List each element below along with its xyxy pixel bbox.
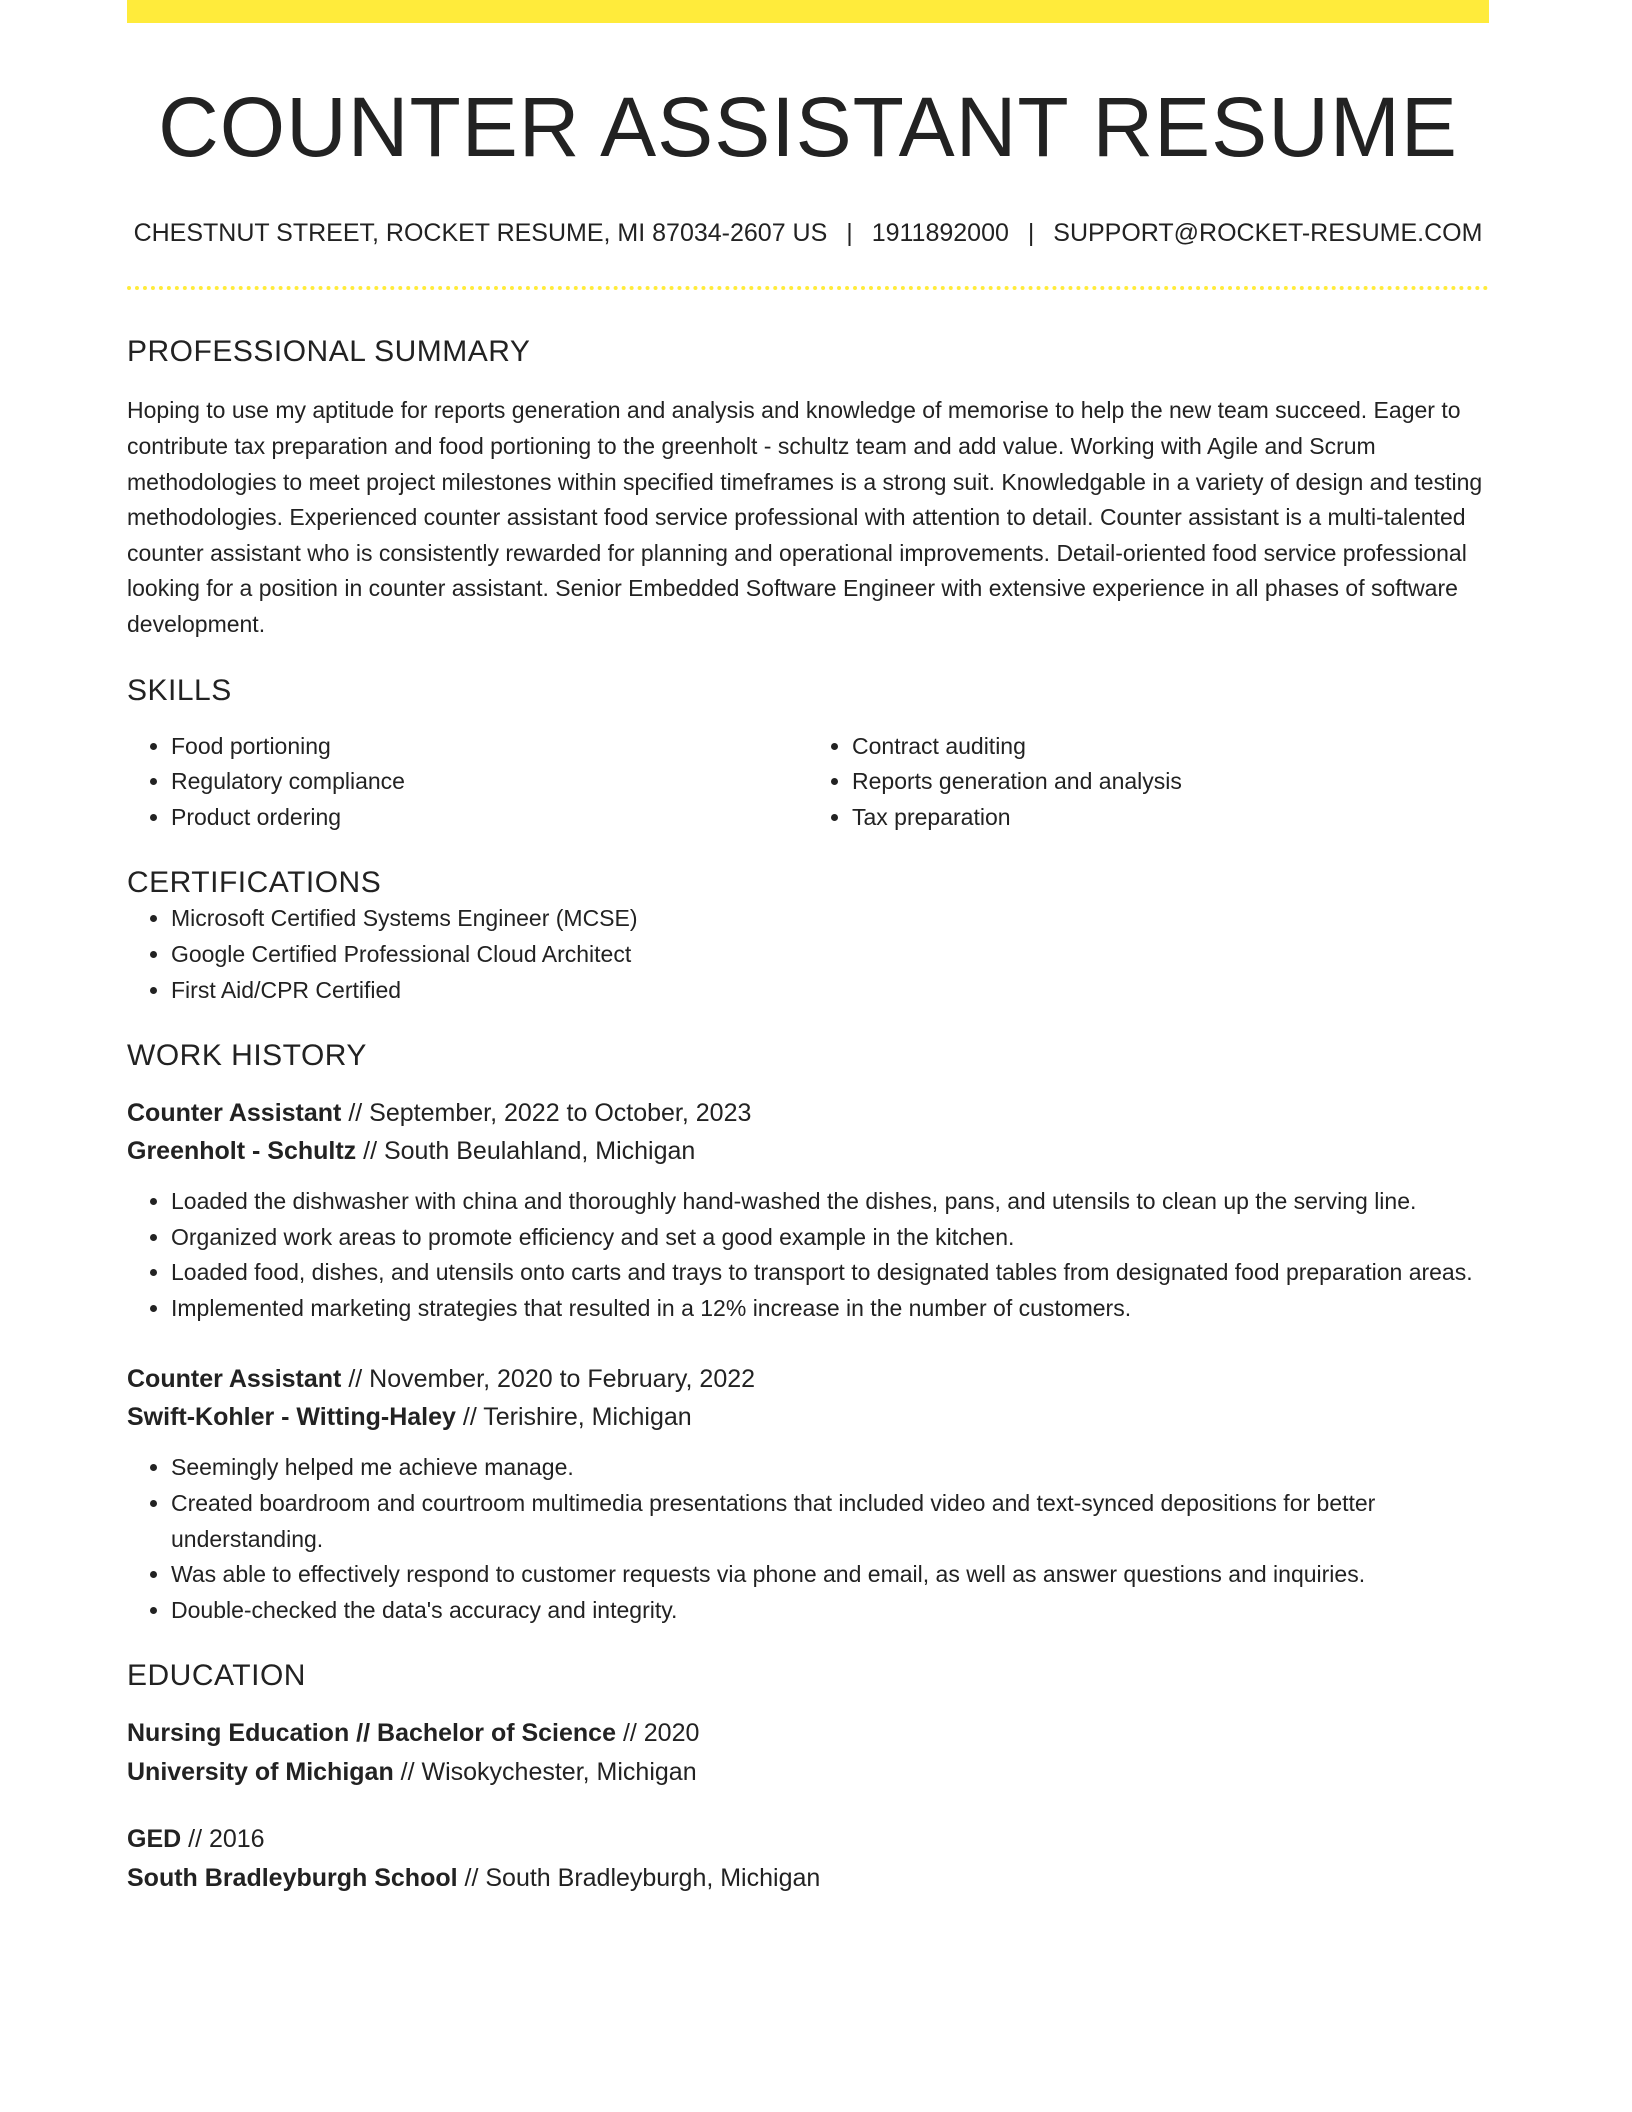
education-year: // 2020 (616, 1719, 700, 1748)
certification-item: • Microsoft Certified Systems Engineer (MCSE) (171, 901, 1489, 937)
contact-line (127, 218, 1489, 248)
education-school-line (127, 1753, 1489, 1792)
section-title-certifications: CERTIFICATIONS (127, 866, 382, 900)
job-bullet: • Created boardroom and courtroom multimedia presentations that included video and text-synced depositions for better understanding. (171, 1486, 1489, 1557)
skill-item: • Contract auditing (852, 729, 1489, 765)
job-bullet: • Implemented marketing strategies that resulted in a 12% increase in the number of customers. (171, 1291, 1489, 1327)
education-school: University of Michigan (127, 1758, 394, 1787)
job-dates: // September, 2022 to October, 2023 (341, 1099, 752, 1128)
job-company-line (127, 1398, 1489, 1436)
job-bullets (127, 1184, 1489, 1326)
skills-grid (127, 729, 1489, 836)
certifications-list (127, 901, 1489, 1008)
job-location: // South Beulahland, Michigan (356, 1137, 696, 1166)
education-degree: GED (127, 1825, 182, 1854)
resume-page (127, 0, 1489, 1898)
skill-item: • Regulatory compliance (171, 764, 808, 800)
section-title-skills: SKILLS (127, 673, 232, 707)
job-role-line (127, 1094, 1489, 1132)
job-company-line (127, 1132, 1489, 1170)
section-title-education: EDUCATION (127, 1659, 306, 1693)
education-year: // 2016 (181, 1825, 265, 1854)
section-title-summary: PROFESSIONAL SUMMARY (127, 335, 531, 369)
education-entry (127, 1820, 1489, 1898)
contact-email: SUPPORT@ROCKET-RESUME.COM (1053, 219, 1483, 248)
job-bullet: • Organized work areas to promote efficiency and set a good example in the kitchen. (171, 1220, 1489, 1256)
skill-item: • Reports generation and analysis (852, 764, 1489, 800)
skills-list-right (808, 729, 1489, 836)
skill-item: • Tax preparation (852, 800, 1489, 836)
summary-text: Hoping to use my aptitude for reports generation and analysis and knowledge of memorise to help the new team succeed. Eager to contribute tax preparation and food portioning to the greenholt - schultz team and add value. Working with Agile and Scrum methodologies to meet project milestones within specified timeframes is a strong suit. Knowledgable in a variety of design and testing methodologies. Experienced counter assistant food service professional with attention to detail. Counter assistant is a multi-talented counter assistant who is consistently rewarded for planning and operational improvements. Detail-oriented food service professional looking for a position in counter assistant. Senior Embedded Software Engineer with extensive experience in all phases of software development. (127, 397, 1483, 637)
job-dates: // November, 2020 to February, 2022 (341, 1365, 756, 1394)
job-bullet: • Seemingly helped me achieve manage. (171, 1450, 1489, 1486)
contact-separator: | (1027, 219, 1035, 248)
job-entry (127, 1094, 1489, 1326)
job-bullet: • Loaded food, dishes, and utensils onto carts and trays to transport to designated tables from designated food preparation areas. (171, 1255, 1489, 1291)
certification-item: • First Aid/CPR Certified (171, 973, 1489, 1009)
job-bullets (127, 1450, 1489, 1628)
dotted-divider (127, 286, 1489, 290)
job-company: Swift-Kohler - Witting-Haley (127, 1403, 456, 1432)
education-degree-line (127, 1714, 1489, 1753)
skills-list-left (127, 729, 808, 836)
job-entry (127, 1360, 1489, 1628)
certification-item: • Google Certified Professional Cloud Architect (171, 937, 1489, 973)
education-location: // South Bradleyburgh, Michigan (457, 1864, 821, 1893)
skill-item: • Food portioning (171, 729, 808, 765)
job-role-line (127, 1360, 1489, 1398)
education-degree-line (127, 1820, 1489, 1859)
job-role: Counter Assistant (127, 1365, 342, 1394)
job-role: Counter Assistant (127, 1099, 342, 1128)
education-entry (127, 1714, 1489, 1792)
education-location: // Wisokychester, Michigan (393, 1758, 697, 1787)
skill-item: • Product ordering (171, 800, 808, 836)
education-degree: Nursing Education // Bachelor of Science (127, 1719, 616, 1748)
contact-phone: 1911892000 (871, 219, 1009, 248)
resume-title: COUNTER ASSISTANT RESUME (158, 80, 1458, 174)
job-bullet: • Double-checked the data's accuracy and integrity. (171, 1593, 1489, 1629)
job-bullet: • Loaded the dishwasher with china and thoroughly hand-washed the dishes, pans, and utensils to clean up the serving line. (171, 1184, 1489, 1220)
contact-address: CHESTNUT STREET, ROCKET RESUME, MI 87034-2607 US (133, 219, 828, 248)
job-bullet: • Was able to effectively respond to customer requests via phone and email, as well as answer questions and inquiries. (171, 1557, 1489, 1593)
contact-separator: | (846, 219, 853, 248)
job-company: Greenholt - Schultz (127, 1137, 357, 1166)
section-title-work-history: WORK HISTORY (127, 1039, 367, 1073)
accent-top-bar (127, 0, 1489, 23)
education-school: South Bradleyburgh School (127, 1864, 458, 1893)
job-location: // Terishire, Michigan (455, 1403, 692, 1432)
education-school-line (127, 1859, 1489, 1898)
